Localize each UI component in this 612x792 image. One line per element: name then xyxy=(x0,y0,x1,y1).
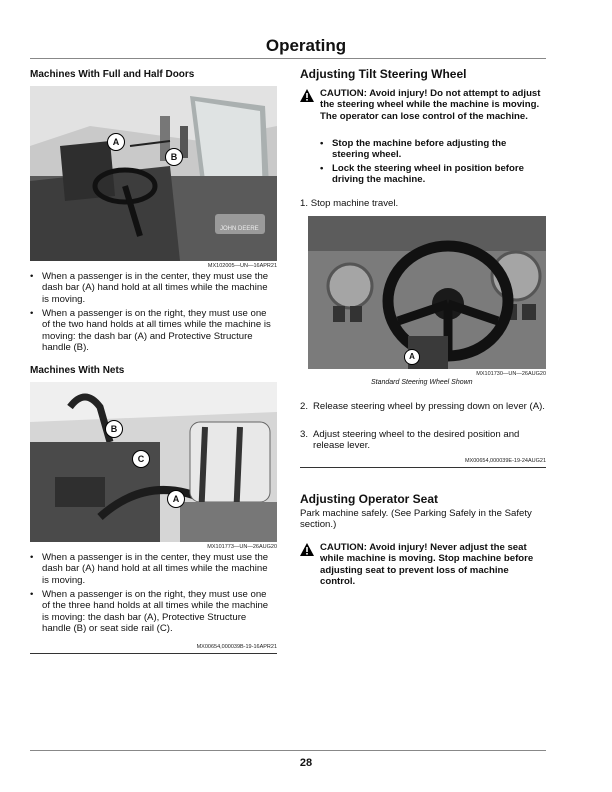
photo-full-half-doors xyxy=(30,86,277,261)
bullet-item: • When a passenger is in the center, they must use the dash bar (A) hand hold at all times while the machine is moving. xyxy=(30,271,277,305)
caution-bullet: • Stop the machine before adjusting the steering wheel. xyxy=(320,138,546,161)
callout-a-label: A xyxy=(172,494,180,504)
callout-b-label: B xyxy=(170,152,178,162)
step-number: 3. xyxy=(300,429,309,440)
bullet-text: When a passenger is on the right, they must use one of the two hand holds at all times while the machine is moving: the dash bar (A) and Protective Structure handle (B). xyxy=(42,308,271,353)
callout-b-circle xyxy=(105,420,123,438)
callout-a-circle xyxy=(107,133,125,151)
step-number: 1. xyxy=(300,198,309,209)
dash-badge: JOHN DEERE xyxy=(220,226,259,232)
callout-a-circle xyxy=(404,349,420,365)
bullet-text: When a passenger is in the center, they must use the dash bar (A) hand hold at all times while the machine is moving. xyxy=(42,552,269,586)
photo-steering-wheel xyxy=(308,216,546,369)
figure-code-3: MX101730—UN—26AUG20 xyxy=(476,371,546,377)
caution-icon xyxy=(300,89,314,102)
section-heading-doors: Machines With Full and Half Doors xyxy=(30,69,195,80)
caution-text-tilt: CAUTION: Avoid injury! Do not attempt to adjust the steering wheel while the machine is moving. The operator can lose control of the machine. xyxy=(320,88,541,122)
callout-c-circle xyxy=(132,450,150,468)
callout-a-label: A xyxy=(112,137,120,147)
doc-code-right: MX00654,000039E-19-24AUG21 xyxy=(464,458,546,464)
header-rule xyxy=(30,58,546,59)
section-end-rule-left xyxy=(30,653,277,654)
bullet-text: When a passenger is on the right, they must use one of the three hand holds at all times while the machine is moving: the dash bar (A), Protective Structure handle (B) or seat side rail (C). xyxy=(42,589,269,634)
caution-text-seat: CAUTION: Avoid injury! Never adjust the seat while machine is moving. Stop machine before adjusting seat to prevent loss of machine control. xyxy=(320,542,534,587)
caution-bullet-text: Stop the machine before adjusting the steering wheel. xyxy=(332,138,507,161)
section-heading-seat: Adjusting Operator Seat xyxy=(300,492,439,506)
callout-a-circle xyxy=(167,490,185,508)
caution-bullet: • Lock the steering wheel in position before driving the machine. xyxy=(320,163,546,186)
figure-code-2: MX101773—UN—26AUG20 xyxy=(207,544,277,550)
callout-b-label: B xyxy=(110,424,118,434)
photo-nets xyxy=(30,382,277,542)
callout-c-label: C xyxy=(137,454,145,464)
section-heading-nets: Machines With Nets xyxy=(30,365,125,376)
bullet-item: • When a passenger is on the right, they must use one of the three hand holds at all times while the machine is moving: the dash bar (A), Protective Structure handle (B) or seat side rail (C). xyxy=(30,589,277,635)
callout-a-label: A xyxy=(409,352,415,361)
figure-caption: Standard Steering Wheel Shown xyxy=(371,379,473,386)
step-text: Adjust steering wheel to the desired position and release lever. xyxy=(313,429,520,452)
footer-rule xyxy=(30,750,546,751)
step-text: Stop machine travel. xyxy=(310,198,399,209)
step-number: 2. xyxy=(300,401,309,412)
bullet-item: • When a passenger is on the right, they must use one of the two hand holds at all times while the machine is moving: the dash bar (A) and Protective Structure handle (B). xyxy=(30,308,277,354)
bullet-text: When a passenger is in the center, they must use the dash bar (A) hand hold at all times while the machine is moving. xyxy=(42,271,269,305)
section-heading-tilt: Adjusting Tilt Steering Wheel xyxy=(300,67,467,81)
step-1 xyxy=(300,198,546,209)
doc-code-left: MX00654,000039B-19-16APR21 xyxy=(196,644,277,650)
caution-bullet-text: Lock the steering wheel in position before driving the machine. xyxy=(332,163,524,186)
step-text: Release steering wheel by pressing down on lever (A). xyxy=(313,401,545,412)
bullet-item: • When a passenger is in the center, they must use the dash bar (A) hand hold at all times while the machine is moving. xyxy=(30,552,277,586)
caution-icon xyxy=(300,543,314,556)
section-end-rule-right xyxy=(300,467,546,468)
page-number: 28 xyxy=(299,757,313,769)
page-title: Operating xyxy=(265,36,347,55)
seat-intro: Park machine safely. (See Parking Safely in the Safety section.) xyxy=(300,508,532,531)
figure-code-1: MX102005—UN—16APR21 xyxy=(207,263,277,269)
callout-b-circle xyxy=(165,148,183,166)
